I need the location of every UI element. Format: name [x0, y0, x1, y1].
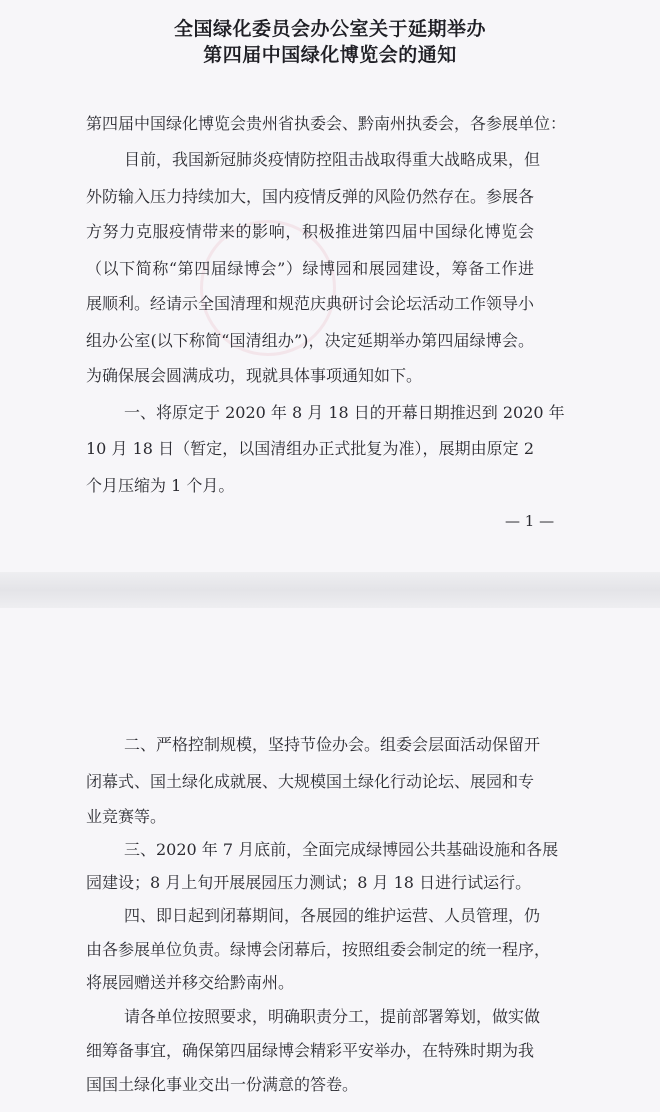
- page-separator: [0, 572, 660, 608]
- body-line: 二、严格控制规模，坚持节俭办会。组委会层面活动保留开: [124, 735, 541, 754]
- body-line: 由各参展单位负责。绿博会闭幕后，按照组委会制定的统一程序，: [86, 940, 551, 959]
- body-line: 10 月 18 日（暂定，以国清组办正式批复为准），展期由原定 2: [86, 439, 534, 458]
- document-page-2: [0, 608, 660, 1112]
- body-line: 园建设；8 月上旬开展展园压力测试；8 月 18 日进行试运行。: [86, 873, 532, 892]
- body-line: 方努力克服疫情带来的影响，积极推进第四届中国绿化博览会: [86, 222, 534, 241]
- body-line: 三、2020 年 7 月底前，全面完成绿博园公共基础设施和各展: [124, 840, 559, 859]
- body-line: 展顺利。经请示全国清理和规范庆典研讨会论坛活动工作领导小: [86, 294, 535, 313]
- body-line: （以下简称“第四届绿博会”）绿博园和展园建设，筹备工作进: [86, 259, 534, 278]
- body-line: 个月压缩为 1 个月。: [86, 476, 235, 495]
- document-title-line-1: 全国绿化委员会办公室关于延期举办: [173, 18, 486, 40]
- body-line: 目前，我国新冠肺炎疫情防控阻击战取得重大战略成果，但: [124, 150, 541, 169]
- body-line: 外防输入压力持续加大，国内疫情反弹的风险仍然存在。参展各: [86, 187, 535, 206]
- salutation: 第四届中国绿化博览会贵州省执委会、黔南州执委会，各参展单位：: [86, 114, 567, 133]
- body-line: 一、将原定于 2020 年 8 月 18 日的开幕日期推迟到 2020 年: [124, 403, 565, 422]
- body-line: 业竞赛等。: [86, 807, 167, 826]
- body-line: 请各单位按照要求，明确职责分工，提前部署筹划，做实做: [124, 1007, 541, 1026]
- body-line: 将展园赠送并移交给黔南州。: [86, 973, 295, 992]
- page-number: — 1 —: [505, 512, 555, 530]
- body-line: 为确保展会圆满成功，现就具体事项通知如下。: [86, 366, 423, 385]
- body-line: 四、即日起到闭幕期间，各展园的维护运营、人员管理，仍: [124, 906, 541, 925]
- body-line: 国国土绿化事业交出一份满意的答卷。: [86, 1075, 359, 1094]
- body-line: 闭幕式、国土绿化成就展、大规模国土绿化行动论坛、展园和专: [86, 772, 535, 791]
- body-line: 细筹备事宜，确保第四届绿博会精彩平安举办，在特殊时期为我: [86, 1041, 535, 1060]
- document-title-line-2: 第四届中国绿化博览会的通知: [203, 44, 457, 66]
- body-line: 组办公室(以下称简“国清组办”)，决定延期举办第四届绿博会。: [86, 331, 534, 350]
